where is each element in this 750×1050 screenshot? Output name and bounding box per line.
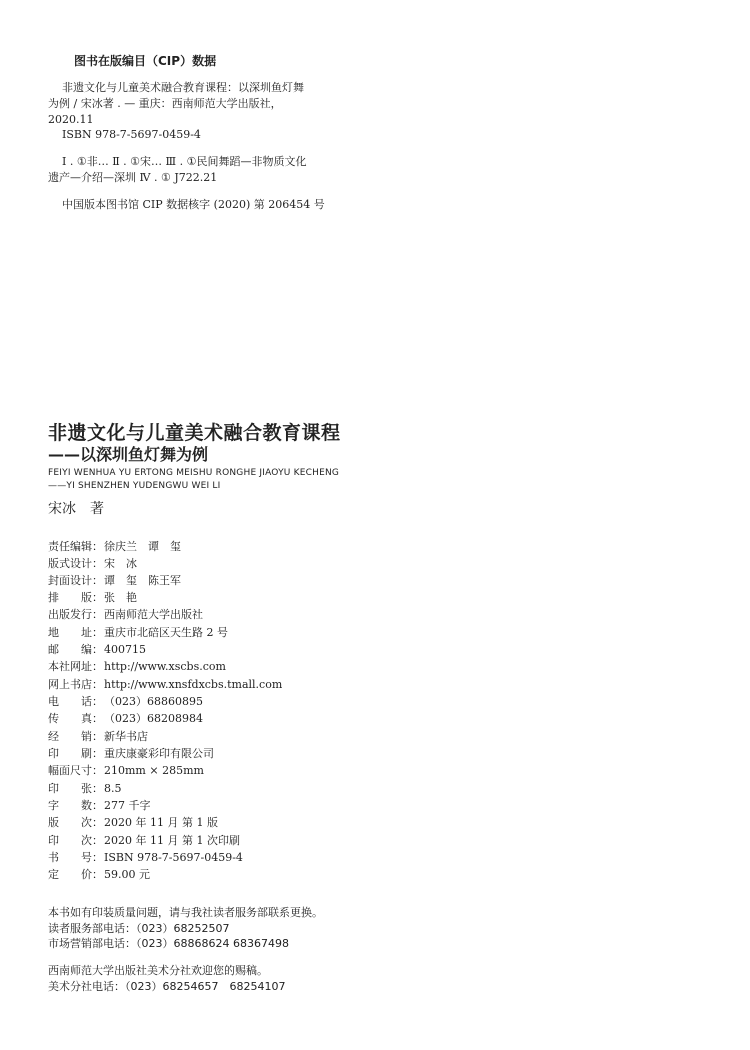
colophon-value: 重庆市北碚区天生路 2 号 [104,626,228,639]
colophon-label: 经 销： [48,730,103,743]
book-title: 非遗文化与儿童美术融合教育课程 [48,422,341,444]
colophon-row [48,780,122,797]
colophon-row [48,676,282,693]
colophon-value: 谭 玺 陈王军 [104,574,181,587]
colophon-value: 2020 年 11 月 第 1 次印刷 [104,834,240,847]
colophon-label: 电 话： [48,695,103,708]
colophon-label: 版 次： [48,816,103,829]
colophon-row [48,728,148,745]
colophon-label: 网上书店： [48,678,103,691]
colophon-label: 排 版： [48,591,103,604]
colophon-value: ISBN 978-7-5697-0459-4 [104,851,243,864]
colophon-value: 2020 年 11 月 第 1 版 [104,816,218,829]
colophon-value: 210mm × 285mm [104,764,204,777]
colophon-label: 印 张： [48,782,103,795]
book-subtitle: ——以深圳鱼灯舞为例 [48,445,209,464]
cip-line: 2020.11 [48,113,94,126]
colophon-row [48,797,151,814]
colophon-value: http://www.xscbs.com [104,660,226,673]
colophon-value: 8.5 [104,782,122,795]
colophon-value: 新华书店 [104,730,148,743]
colophon-row [48,641,146,658]
pinyin-title: FEIYI WENHUA YU ERTONG MEISHU RONGHE JIAOYU KECHENG [48,468,340,478]
colophon-value: 400715 [104,643,146,656]
cip-line: 为例 / 宋冰著 . — 重庆：西南师范大学出版社， [48,97,282,110]
colophon-row [48,606,203,623]
colophon-value: 59.00 元 [104,868,150,881]
colophon-label: 字 数： [48,799,103,812]
colophon-value: 徐庆兰 谭 玺 [104,540,181,553]
colophon-label: 地 址： [48,626,103,639]
art-branch-line: 美术分社电话：（023）68254657 68254107 [48,980,286,993]
colophon-row [48,866,150,883]
colophon-row [48,745,214,762]
cip-line: Ⅰ . ①非… Ⅱ . ①宋… Ⅲ . ①民间舞蹈—非物质文化 [62,155,307,168]
notice-line: 本书如有印装质量问题，请与我社读者服务部联系更换。 [48,906,323,919]
art-branch-line: 西南师范大学出版社美术分社欢迎您的赐稿。 [48,964,268,977]
colophon-row [48,572,181,589]
colophon-value: （023）68208984 [104,712,203,725]
colophon-row [48,832,240,849]
colophon-label: 邮 编： [48,643,103,656]
colophon-value: 西南师范大学出版社 [104,608,203,621]
colophon-row [48,814,218,831]
colophon-value: 宋 冰 [104,557,137,570]
colophon-value: 张 艳 [104,591,137,604]
colophon-value: 277 千字 [104,799,151,812]
colophon-row [48,762,204,779]
cip-line: 非遗文化与儿童美术融合教育课程：以深圳鱼灯舞 [62,81,304,94]
colophon-label: 传 真： [48,712,103,725]
colophon-row [48,555,137,572]
cip-title: 图书在版编目（CIP）数据 [74,54,217,68]
colophon-label: 责任编辑： [48,540,103,553]
colophon-label: 版式设计： [48,557,103,570]
colophon-label: 封面设计： [48,574,103,587]
notice-line: 读者服务部电话：（023）68252507 [48,922,230,935]
author: 宋冰 著 [48,501,104,517]
cip-line: 遗产—介绍—深圳 Ⅳ . ① J722.21 [48,171,218,184]
colophon-row [48,624,228,641]
colophon-label: 幅面尺寸： [48,764,103,777]
colophon-label: 本社网址： [48,660,103,673]
colophon-row [48,538,181,555]
colophon-row [48,710,203,727]
colophon-row [48,589,137,606]
colophon-row [48,693,203,710]
notice-line: 市场营销部电话：（023）68868624 68367498 [48,937,289,950]
colophon-row [48,849,243,866]
colophon-label: 出版发行： [48,608,103,621]
colophon-label: 印 刷： [48,747,103,760]
colophon-label: 定 价： [48,868,103,881]
colophon-label: 书 号： [48,851,103,864]
cip-line: ISBN 978-7-5697-0459-4 [62,128,201,141]
colophon-row [48,658,226,675]
pinyin-subtitle: ——YI SHENZHEN YUDENGWU WEI LI [48,481,221,491]
cip-line: 中国版本图书馆 CIP 数据核字 (2020) 第 206454 号 [62,198,325,211]
colophon-value: http://www.xnsfdxcbs.tmall.com [104,678,283,691]
colophon-value: 重庆康豪彩印有限公司 [104,747,214,760]
colophon-label: 印 次： [48,834,103,847]
colophon-value: （023）68860895 [104,695,203,708]
